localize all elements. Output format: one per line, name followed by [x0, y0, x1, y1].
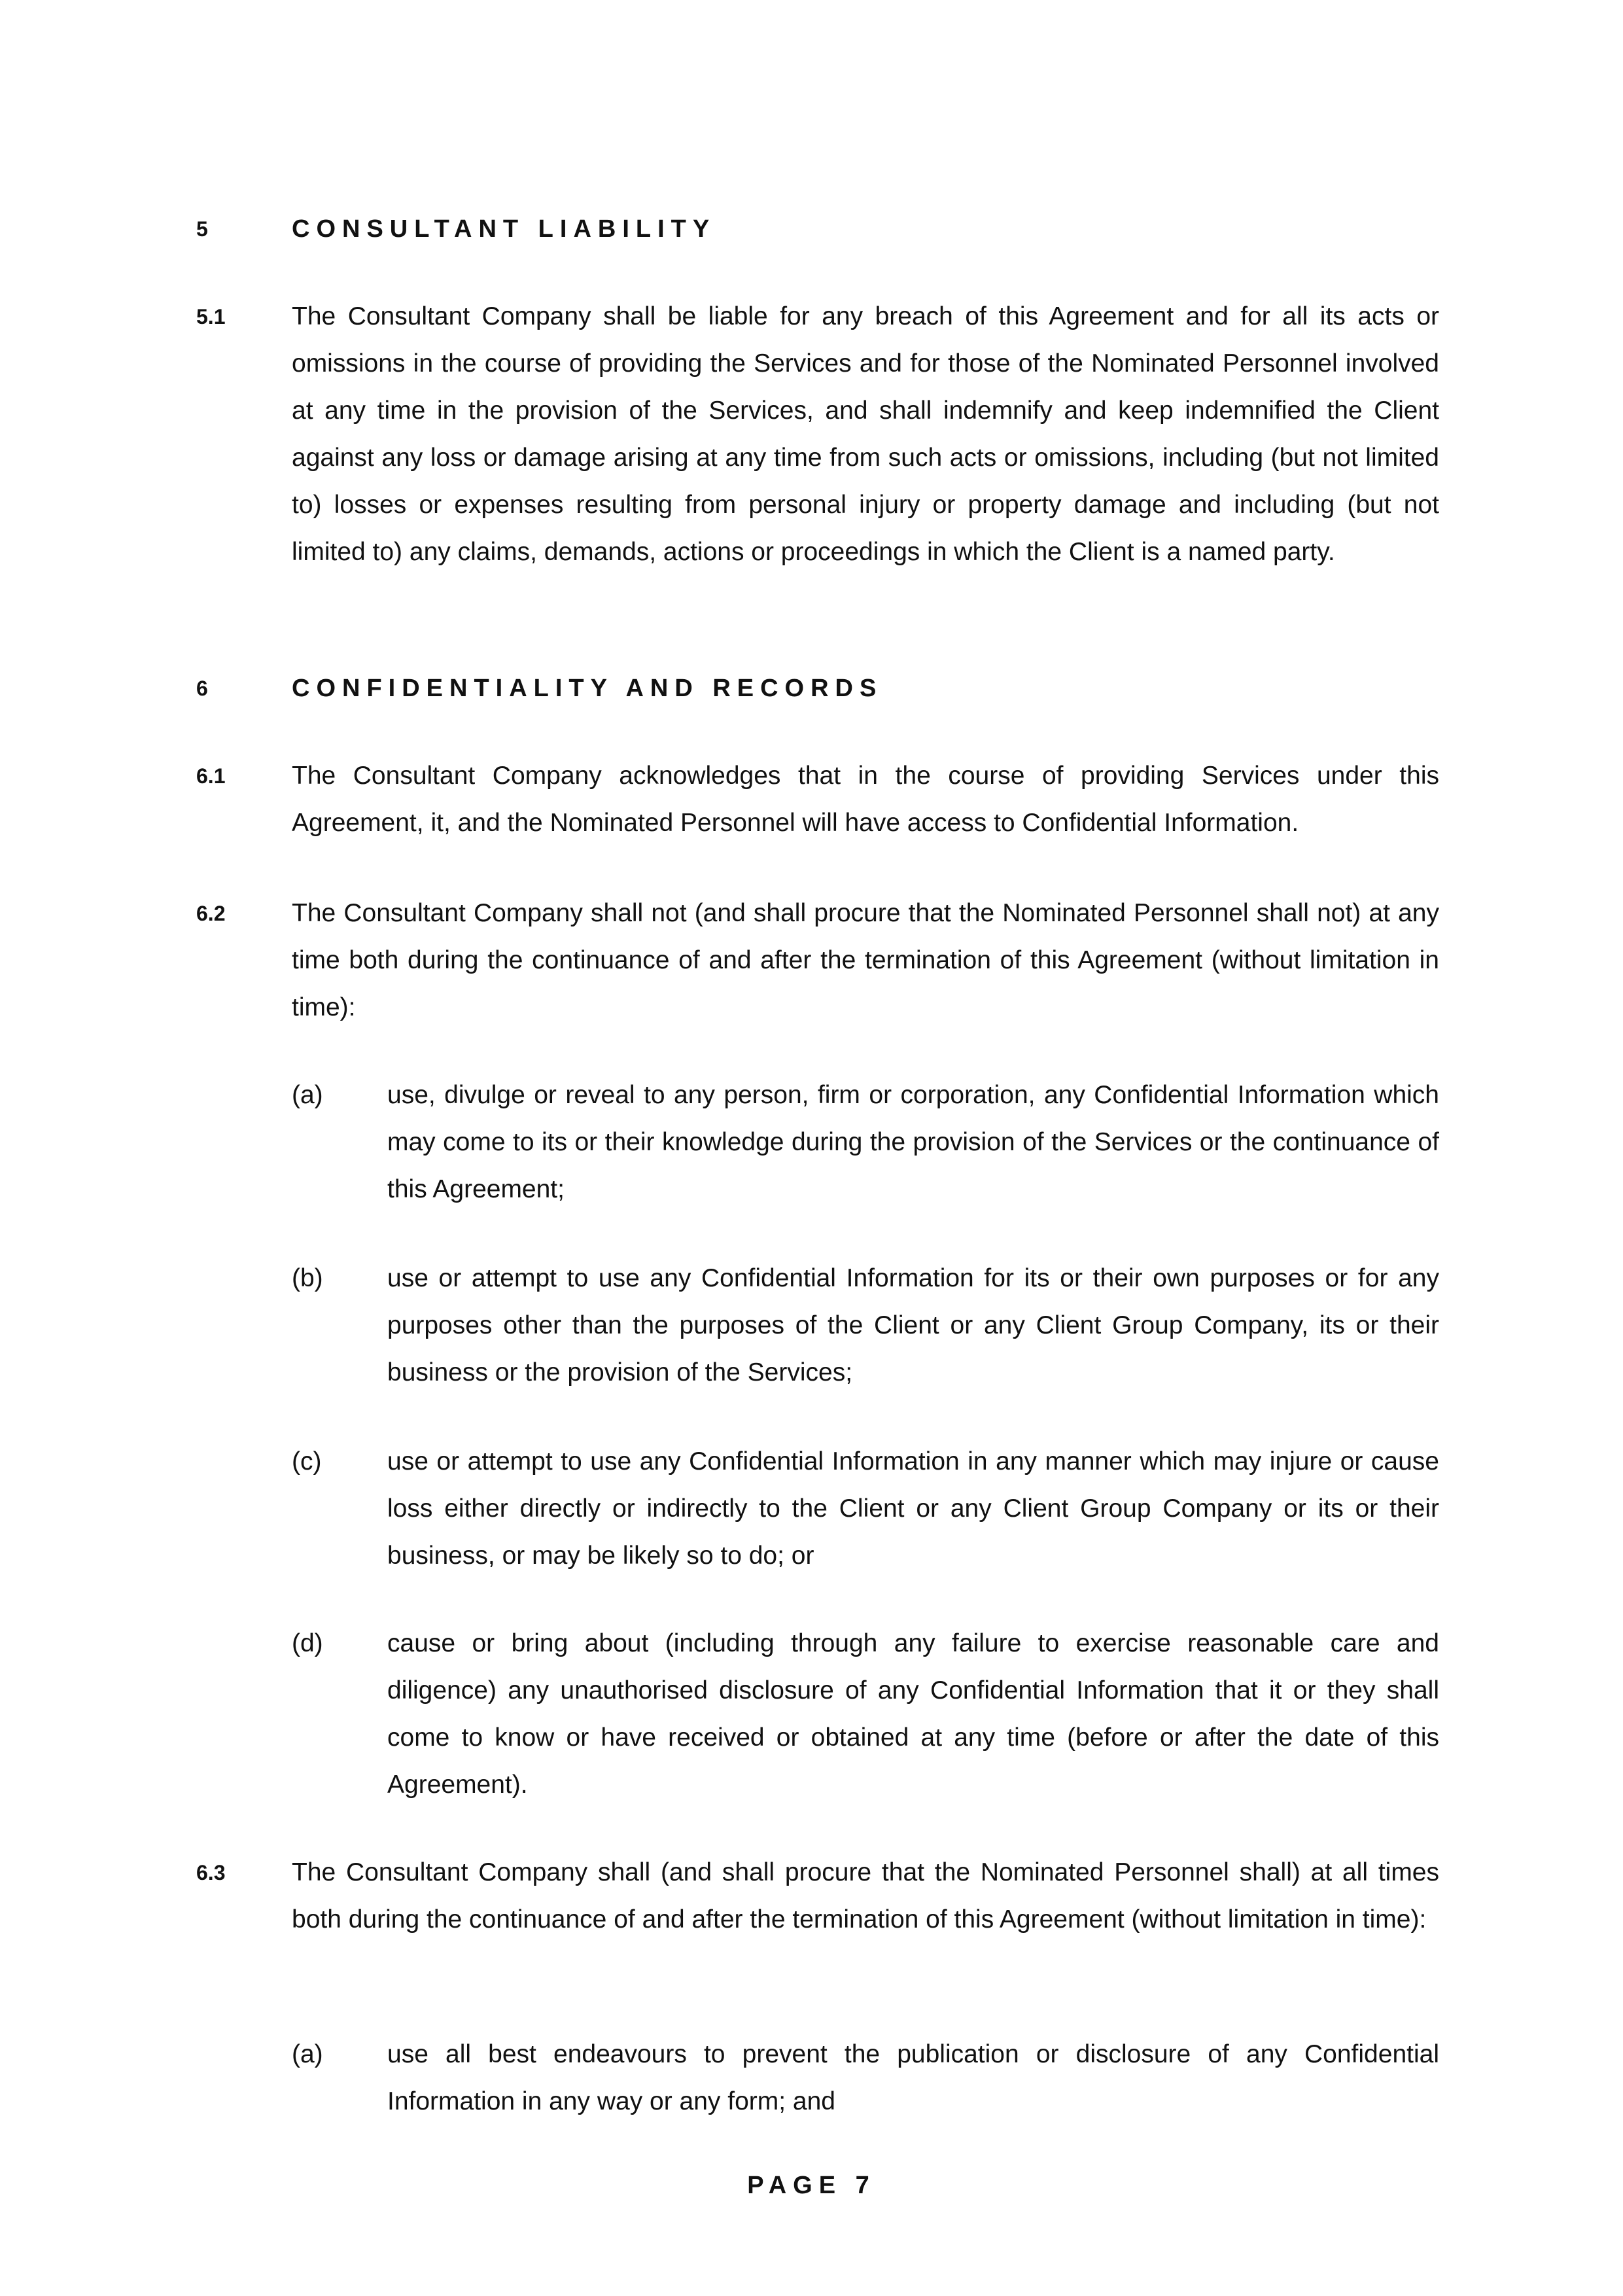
section-heading-5 [196, 209, 1439, 249]
sub-item-text: cause or bring about (including through any failure to exercise reasonable care and diligence) any unauthorised disclosure of any Confidential Information that it or they shall come to know or have received or obtained at any time (before or after the date of this Agreement). [387, 1629, 1439, 1799]
clause-number: 6.3 [196, 1861, 226, 1884]
sub-item-label: (b) [292, 1264, 323, 1292]
clause-text: The Consultant Company acknowledges that in the course of providing Services under this Agreement, it, and the Nominated Personnel will have access to Confidential Information. [292, 762, 1439, 837]
sub-item-text: use or attempt to use any Confidential Information in any manner which may injure or cause loss either directly or indirectly to the Client or any Client Group Company or its or their business, or may be likely so to do; or [387, 1447, 1439, 1570]
clause-number: 6.2 [196, 902, 226, 925]
clause-text: The Consultant Company shall be liable for any breach of this Agreement and for all its acts or omissions in the course of providing the Services and for those of the Nominated Personnel involved at any time in the provision of the Services, and shall indemnify and keep indemnified the Client against any loss or damage arising at any time from such acts or omissions, including (but not limited to) losses or expenses resulting from personal injury or property damage and including (but not limited to) any claims, demands, actions or proceedings in which the Client is a named party. [292, 302, 1439, 566]
sub-item-text: use all best endeavours to prevent the publication or disclosure of any Confidential Information in any way or any form; and [387, 2040, 1439, 2115]
section-number: 6 [196, 677, 208, 700]
sub-item-label: (a) [292, 1081, 323, 1109]
clause-text: The Consultant Company shall (and shall procure that the Nominated Personnel shall) at all times both during the continuance of and after the termination of this Agreement (without limitation in time): [292, 1858, 1439, 1934]
clause-text: The Consultant Company shall not (and shall procure that the Nominated Personnel shall not) at any time both during the continuance of and after the termination of this Agreement (without limitation in time): [292, 899, 1439, 1021]
section-number: 5 [196, 217, 208, 241]
section-title: CONFIDENTIALITY AND RECORDS [292, 675, 883, 702]
sub-item-text: use or attempt to use any Confidential Information for its or their own purposes or for any purposes other than the purposes of the Client or any Client Group Company, its or their business or the provision of the Services; [387, 1264, 1439, 1386]
section-title: CONSULTANT LIABILITY [292, 215, 716, 243]
page-number: PAGE 7 [747, 2172, 876, 2199]
clause-number: 6.1 [196, 764, 226, 788]
clause-number: 5.1 [196, 305, 226, 328]
section-heading-6 [196, 669, 1439, 708]
sub-item-label: (c) [292, 1447, 322, 1475]
sub-item-label: (d) [292, 1629, 323, 1657]
sub-item-label: (a) [292, 2040, 323, 2068]
sub-item-text: use, divulge or reveal to any person, firm or corporation, any Confidential Information which may come to its or their knowledge during the provision of the Services or the continuance of this Agreement; [387, 1081, 1439, 1203]
